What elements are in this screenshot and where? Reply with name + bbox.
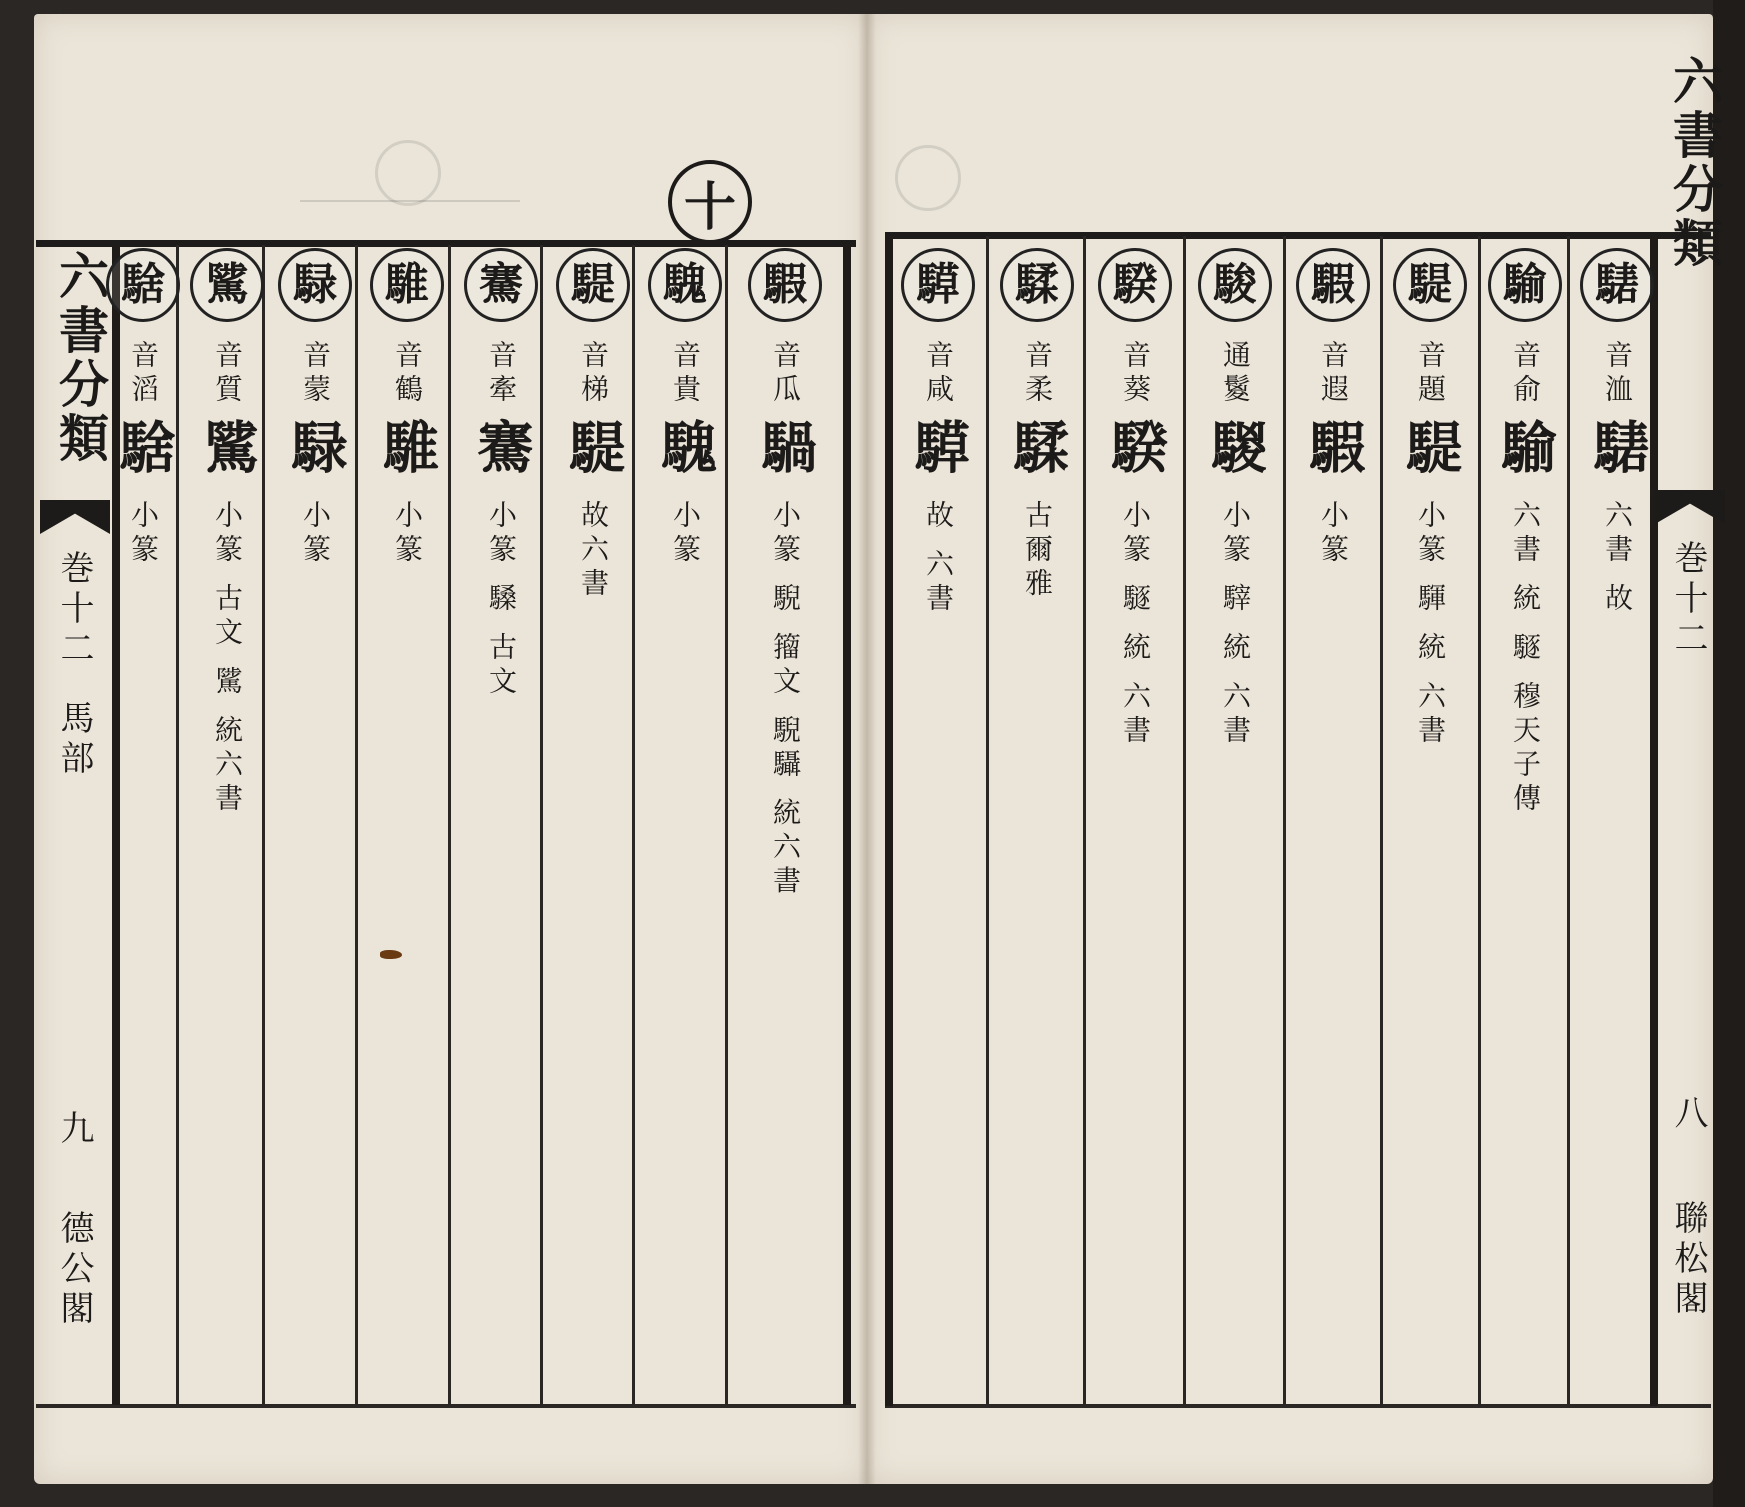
reading-note: 音咸 <box>922 340 955 408</box>
right-publisher: 聯松閣 <box>1668 1200 1708 1320</box>
source-note: 小篆 䮘 籀文 䮘䯀 統六書 <box>769 500 802 900</box>
reading-note: 音題 <box>1414 340 1447 408</box>
head-character: 騢 <box>1296 248 1370 322</box>
head-character: 騢 <box>748 248 822 322</box>
page-mark-circle <box>668 160 752 244</box>
dictionary-entry <box>270 248 360 1398</box>
dictionary-entry <box>1480 248 1570 1398</box>
source-note: 古爾雅 <box>1021 500 1054 602</box>
dictionary-entry <box>1385 248 1475 1398</box>
seal-form: 騢 <box>1300 418 1367 488</box>
reading-note: 音質 <box>211 340 244 408</box>
head-character: 騠 <box>556 248 630 322</box>
dictionary-entry <box>1288 248 1378 1398</box>
source-note: 小篆 <box>391 500 424 568</box>
head-character: 騩 <box>648 248 722 322</box>
head-character: 騟 <box>1488 248 1562 322</box>
source-note: 小篆 䮝 統 六書 <box>1414 500 1447 749</box>
left-page-number: 九 <box>54 1110 94 1150</box>
column-rule <box>1083 236 1086 1406</box>
source-note: 小篆 䮣 古文 <box>485 500 518 700</box>
column-rule <box>843 245 851 1405</box>
right-page-number: 八 <box>1668 1095 1708 1135</box>
dictionary-entry <box>992 248 1082 1398</box>
reading-note: 音洫 <box>1601 340 1634 408</box>
seal-form: 騭 <box>194 418 261 488</box>
dictionary-entry <box>548 248 638 1398</box>
seal-form: 騩 <box>652 418 719 488</box>
column-rule <box>986 236 989 1406</box>
column-rule <box>1380 236 1383 1406</box>
right-fold-volume: 巻十二 <box>1668 540 1708 660</box>
reading-note: 音柔 <box>1021 340 1054 408</box>
seal-form: 騟 <box>1492 418 1559 488</box>
head-character: 騅 <box>370 248 444 322</box>
dictionary-entry <box>740 248 830 1398</box>
reading-note: 音牽 <box>485 340 518 408</box>
dictionary-entry <box>182 248 272 1398</box>
left-frame-bottom <box>36 1404 856 1408</box>
source-note: 故 六書 <box>922 500 955 617</box>
seal-form: 騤 <box>1102 418 1169 488</box>
seal-form: 騠 <box>560 418 627 488</box>
dictionary-entry <box>1190 248 1280 1398</box>
source-note: 六書 故 <box>1601 500 1634 617</box>
reading-note: 音貴 <box>669 340 702 408</box>
source-note: 六書 統 䮱 穆天子傳 <box>1509 500 1542 817</box>
dictionary-entry <box>640 248 730 1398</box>
dictionary-entry <box>98 248 188 1398</box>
seal-form: 騣 <box>1202 418 1269 488</box>
source-note: 小篆 䮨 統 六書 <box>1219 500 1252 749</box>
reading-note: 音鶴 <box>391 340 424 408</box>
source-note: 小篆 <box>127 500 160 568</box>
head-character: 騠 <box>1393 248 1467 322</box>
head-character: 騞 <box>1580 248 1654 322</box>
source-note: 小篆 <box>1317 500 1350 568</box>
seal-form: 騅 <box>374 418 441 488</box>
seal-form: 騇 <box>110 418 177 488</box>
head-character: 騤 <box>1098 248 1172 322</box>
left-fold-title: 六書分類 <box>51 250 110 466</box>
left-fold-section: 馬部 <box>54 700 94 780</box>
page-mark-label: 十 <box>683 176 736 238</box>
seal-form: 騄 <box>282 418 349 488</box>
seal-form: 騥 <box>1004 418 1071 488</box>
dictionary-entry <box>1090 248 1180 1398</box>
seal-form: 騫 <box>468 418 535 488</box>
seal-form: 騧 <box>752 418 819 488</box>
column-rule <box>885 236 893 1406</box>
reading-note: 音遐 <box>1317 340 1350 408</box>
source-note: 小篆 古文 騭 統六書 <box>211 500 244 817</box>
source-note: 小篆 <box>669 500 702 568</box>
book-gutter <box>858 14 876 1484</box>
dictionary-entry <box>893 248 983 1398</box>
head-character: 騲 <box>901 248 975 322</box>
column-rule <box>1183 236 1186 1406</box>
ghost-line <box>300 200 520 202</box>
dictionary-entry <box>362 248 452 1398</box>
head-character: 駿 <box>1198 248 1272 322</box>
head-character: 騫 <box>464 248 538 322</box>
reading-note: 音瓜 <box>769 340 802 408</box>
left-publisher: 德公閣 <box>54 1210 94 1330</box>
source-note: 故六書 <box>577 500 610 602</box>
right-fold-title: 六書分類 <box>1665 55 1724 271</box>
ghost-mark <box>375 140 441 206</box>
seal-form: 騲 <box>905 418 972 488</box>
left-frame-top <box>36 240 856 247</box>
reading-note: 音梯 <box>577 340 610 408</box>
reading-note: 音俞 <box>1509 340 1542 408</box>
head-character: 騥 <box>1000 248 1074 322</box>
right-frame-bottom <box>885 1404 1711 1408</box>
head-character: 騭 <box>190 248 264 322</box>
dictionary-entry <box>456 248 546 1398</box>
reading-note: 音滔 <box>127 340 160 408</box>
ghost-mark <box>895 145 961 211</box>
seal-form: 騞 <box>1584 418 1651 488</box>
seal-form: 騠 <box>1397 418 1464 488</box>
source-note: 小篆 䮱 統 六書 <box>1119 500 1152 749</box>
reading-note: 通鬉 <box>1219 340 1252 408</box>
reading-note: 音葵 <box>1119 340 1152 408</box>
source-note: 小篆 <box>299 500 332 568</box>
right-frame-top <box>885 232 1711 239</box>
head-character: 騇 <box>106 248 180 322</box>
column-rule <box>1283 236 1286 1406</box>
dictionary-entry <box>1572 248 1662 1398</box>
left-fold-volume: 巻十二 <box>54 550 94 670</box>
paper-speck <box>380 950 402 959</box>
reading-note: 音蒙 <box>299 340 332 408</box>
head-character: 騄 <box>278 248 352 322</box>
